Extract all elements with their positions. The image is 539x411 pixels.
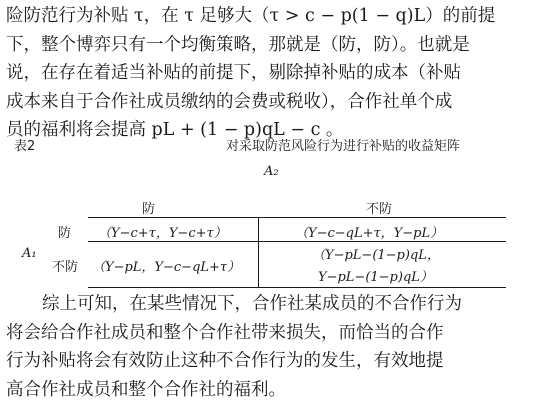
- cell-bufang-bufang-line2: Y−pL−(1−p)qL）: [318, 270, 433, 285]
- row-player-label: A₁: [22, 246, 37, 261]
- table-vertical-rule: [258, 217, 259, 288]
- cell-bufang-fang: （Y−pL，Y−c−qL+τ）: [92, 260, 241, 275]
- row-header-fang: 防: [58, 226, 72, 241]
- paragraph-line: 下，整个博弈只有一个均衡策略，那就是（防，防）。也就是: [6, 34, 470, 55]
- table-top-rule: [88, 217, 506, 218]
- paragraph-line: 综上可知，在某些情况下，合作社某成员的不合作行为: [42, 294, 462, 314]
- column-header-bufang: 不防: [366, 202, 393, 217]
- column-header-fang: 防: [142, 202, 156, 217]
- body-paragraph-bottom: [6, 290, 534, 404]
- table-caption: [0, 133, 539, 153]
- cell-bufang-bufang-line1: （Y−pL−(1−p)qL，: [312, 248, 440, 263]
- column-player-label: A₂: [264, 164, 279, 179]
- table-label: 表2: [14, 139, 36, 154]
- paragraph-line: 员的福利将会提高 pL + (1 − p)qL − c 。: [6, 120, 344, 140]
- table-bottom-rule: [88, 287, 506, 288]
- paragraph-line: 高合作社成员和整个合作社的福利。: [6, 379, 286, 400]
- paragraph-line: 将会给合作社成员和整个合作社带来损失，而恰当的合作: [6, 322, 444, 343]
- table-middle-rule: [88, 241, 506, 242]
- paragraph-line: 行为补贴将会有效防止这种不合作行为的发生，有效地提: [6, 351, 444, 371]
- body-paragraph-top: [6, 2, 534, 145]
- row-header-bufang: 不防: [52, 260, 79, 275]
- table-title: 对采取防范风险行为进行补贴的收益矩阵: [226, 139, 461, 154]
- paragraph-line: 险防范行为补贴 τ，在 τ 足够大（τ > c − p(1 − q)L）的前提: [6, 6, 496, 26]
- paragraph-line: 成本来自于合作社成员缴纳的会费或税收），合作社单个成: [6, 91, 453, 112]
- cell-fang-bufang: （Y−c−qL+τ，Y−pL）: [295, 226, 444, 241]
- paragraph-line: 说，在存在着适当补贴的前提下，剔除掉补贴的成本（补贴: [6, 63, 461, 83]
- payoff-matrix: [0, 158, 539, 288]
- cell-fang-fang: （Y−c+τ，Y−c+τ）: [98, 226, 227, 241]
